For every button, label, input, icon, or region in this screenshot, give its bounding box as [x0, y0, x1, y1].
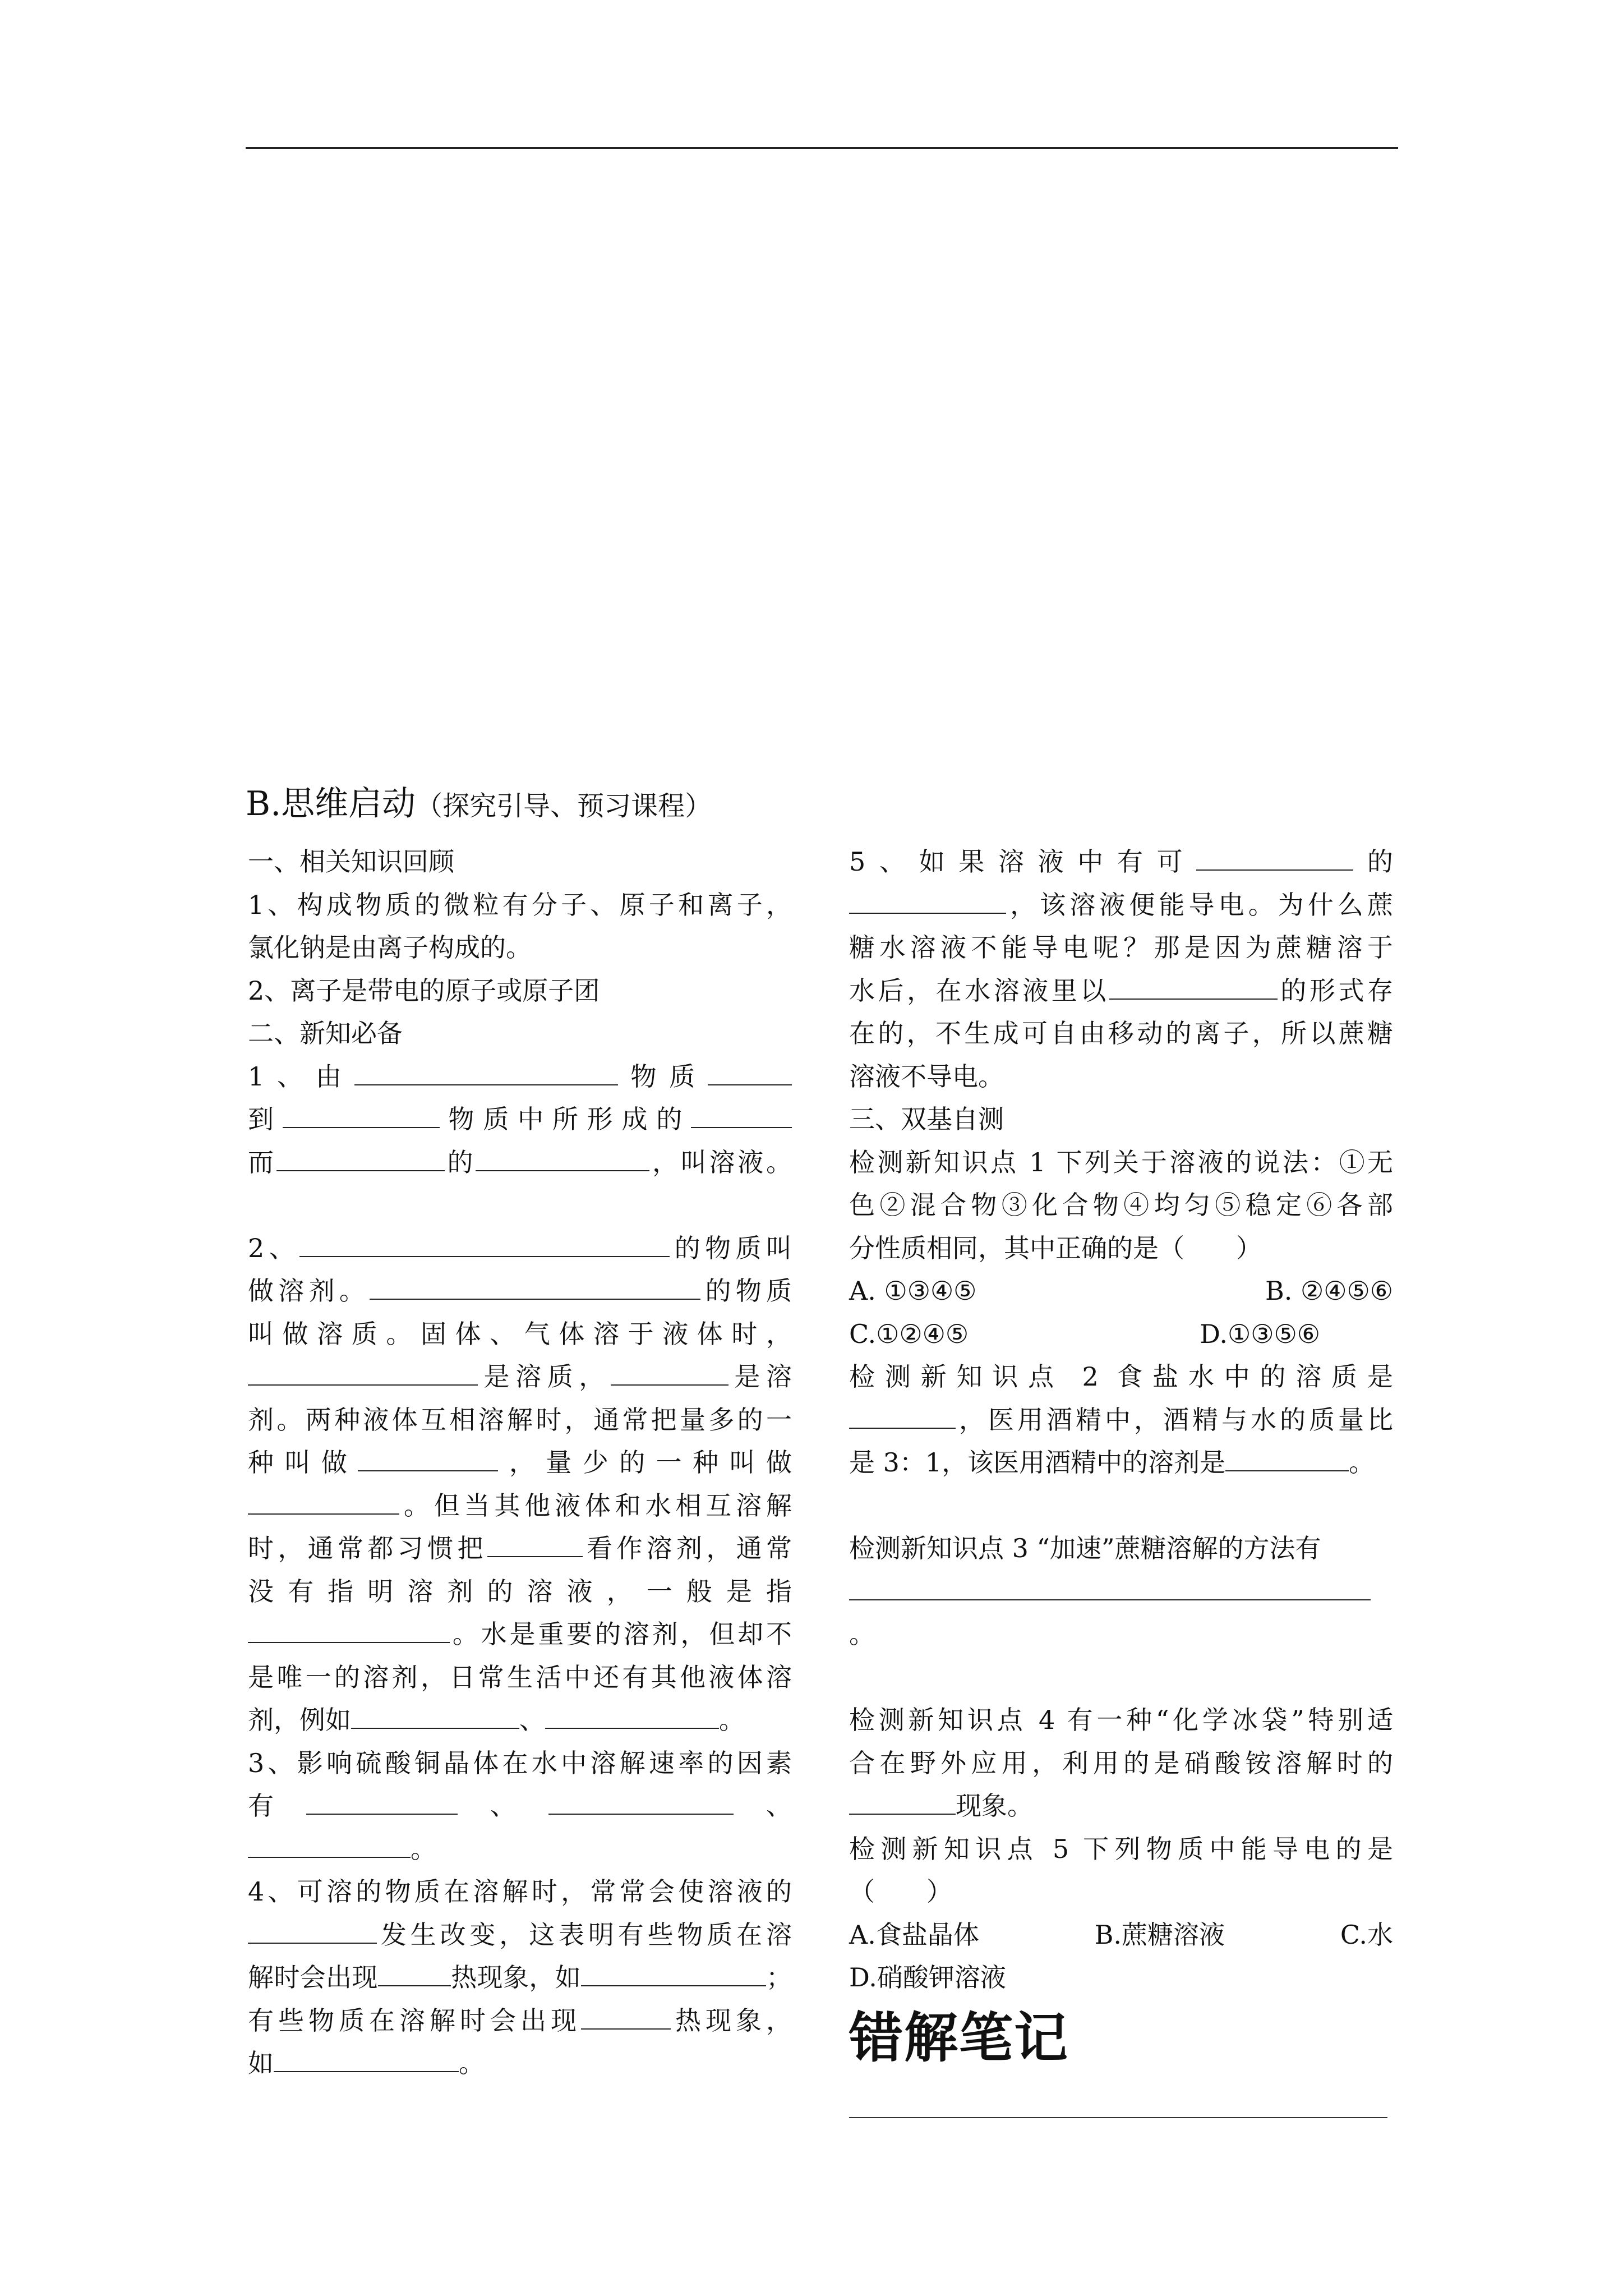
review-item-1-line-2: 氯化钠是由离子构成的。: [248, 932, 532, 963]
new-knowledge-heading: 二、新知必备: [248, 1018, 403, 1048]
left-column: [248, 840, 792, 2085]
section-title: [246, 777, 712, 825]
q5-line-1: 5、如果溶液中有可 的: [849, 846, 1393, 877]
header-rule: [246, 147, 1398, 149]
section-title-main: B.思维启动: [246, 784, 416, 823]
k3-line-2: 。: [849, 1570, 1393, 1656]
q2-line-2: 做溶剂。 的物质: [248, 1276, 792, 1306]
q2-line-9: 没有指明溶剂的溶液，一般是指: [248, 1576, 792, 1607]
q2-line-8: 时，通常都习惯把 看作溶剂，通常: [248, 1533, 792, 1563]
q3-line-1: 3、影响硫酸铜晶体在水中溶解速率的因素: [248, 1747, 792, 1778]
q4-line-2: 发生改变，这表明有些物质在溶: [248, 1913, 792, 1957]
k1-options-row-2: [849, 1313, 1393, 1356]
error-notes-line[interactable]: [849, 2117, 1387, 2118]
fill-blank[interactable]: [248, 1833, 411, 1857]
review-heading: 一、相关知识回顾: [248, 846, 454, 877]
fill-blank[interactable]: [545, 1705, 719, 1729]
fill-blank[interactable]: [1196, 846, 1353, 871]
q4-line-1: 4、可溶的物质在溶解时，常常会使溶液的: [248, 1876, 792, 1907]
k1-option-d[interactable]: D.①③⑤⑥: [1200, 1318, 1320, 1349]
spacer: [248, 1184, 792, 1227]
k5-option-a[interactable]: A.食盐晶体: [849, 1919, 979, 1950]
q2-line-12: 剂，例如 、 。: [248, 1705, 745, 1735]
k4-line-1: 检测新知识点 4 有一种“化学冰袋”特别适: [849, 1705, 1393, 1735]
fill-blank[interactable]: [581, 2005, 671, 2029]
k1-line-2: 色②混合物③化合物④均匀⑤稳定⑥各部: [849, 1190, 1393, 1220]
k1-option-b[interactable]: B. ②④⑤⑥: [1265, 1276, 1393, 1306]
q2-line-6: 种叫做 ，量少的一种叫做: [248, 1447, 792, 1478]
review-item-2: 2、离子是带电的原子或原子团: [248, 975, 600, 1006]
fill-blank[interactable]: [358, 1447, 498, 1471]
q4-line-3: 解时会出现 热现象，如 ；: [248, 1962, 792, 1993]
fill-blank[interactable]: [248, 1619, 450, 1643]
k5-option-c[interactable]: C.水: [1340, 1919, 1393, 1950]
fill-blank[interactable]: [378, 1962, 451, 1986]
fill-blank[interactable]: [476, 1147, 649, 1171]
q4-line-4: 有些物质在溶解时会出现 热现象，: [248, 2005, 792, 2036]
q1-line-2: 到 物质中所形成的: [248, 1098, 792, 1141]
q5-line-3: 糖水溶液不能导电呢？那是因为蔗糖溶于: [849, 932, 1393, 963]
k5-options-row-1: [849, 1913, 1393, 1957]
k1-option-c[interactable]: C.①②④⑤: [849, 1318, 969, 1349]
q5-line-4: 水后，在水溶液里以 的形式存: [849, 975, 1394, 1006]
fill-blank[interactable]: [283, 1104, 440, 1128]
k2-line-3: 是 3：1，该医用酒精中的溶剂是 。: [849, 1447, 1375, 1478]
q2-line-5: 剂。两种液体互相溶解时，通常把量多的一: [248, 1404, 792, 1435]
q3-line-2: 有 、 、: [248, 1791, 792, 1821]
q1-line-1: 1、由 物质: [248, 1055, 792, 1098]
q2-line-3: 叫做溶质。固体、气体溶于液体时，: [248, 1318, 792, 1349]
fill-blank[interactable]: [351, 1705, 519, 1729]
k5-line-2: （ ）: [849, 1876, 952, 1907]
q5-line-2: ，该溶液便能导电。为什么蔗: [849, 884, 1393, 927]
fill-blank[interactable]: [299, 1232, 670, 1257]
q2-line-10: 。水是重要的溶剂，但却不: [248, 1613, 792, 1656]
fill-blank[interactable]: [248, 1919, 377, 1943]
right-column: [849, 840, 1393, 2118]
spacer: [849, 1656, 1393, 1699]
q2-line-7: 。但当其他液体和水相互溶解: [248, 1484, 792, 1527]
k4-line-3: 现象。: [849, 1784, 1393, 1828]
fill-blank[interactable]: [849, 1791, 956, 1815]
fill-blank[interactable]: [487, 1533, 583, 1557]
section-subtitle: （探究引导、预习课程）: [416, 790, 712, 822]
fill-blank[interactable]: [849, 889, 1006, 913]
k5-option-d[interactable]: D.硝酸钾溶液: [849, 1962, 1006, 1993]
fill-blank[interactable]: [370, 1276, 700, 1300]
k1-line-3: 分性质相同，其中正确的是（ ）: [849, 1232, 1262, 1263]
review-item-1-line-1: 1、构成物质的微粒有分子、原子和离子，: [248, 889, 792, 920]
k5-option-b[interactable]: B.蔗糖溶液: [1094, 1919, 1225, 1950]
fill-blank[interactable]: [1225, 1447, 1349, 1471]
k1-option-a[interactable]: A. ①③④⑤: [849, 1276, 977, 1306]
fill-blank[interactable]: [1109, 975, 1278, 999]
fill-blank[interactable]: [248, 1490, 399, 1514]
fill-blank[interactable]: [276, 1147, 445, 1171]
k1-options-row-1: [849, 1269, 1393, 1313]
q5-line-6: 溶液不导电。: [849, 1061, 1004, 1092]
fill-blank[interactable]: [274, 2048, 459, 2072]
fill-blank[interactable]: [849, 1404, 956, 1428]
q2-line-4: 是溶质， 是溶: [248, 1355, 792, 1398]
k3-line-1: 检测新知识点 3 “加速”蔗糖溶解的方法有: [849, 1533, 1321, 1563]
fill-blank[interactable]: [306, 1791, 458, 1815]
k2-line-2: ，医用酒精中，酒精与水的质量比: [849, 1398, 1393, 1442]
q2-line-1: 2、 的物质叫: [248, 1232, 792, 1263]
fill-blank[interactable]: [849, 1576, 1371, 1600]
fill-blank[interactable]: [248, 1361, 478, 1386]
k2-line-1: 检测新知识点 2 食盐水中的溶质是: [849, 1361, 1393, 1392]
q3-line-3: 。: [248, 1828, 792, 1871]
k5-line-1: 检测新知识点 5 下列物质中能导电的是: [849, 1833, 1393, 1864]
q4-line-5: 如 。: [248, 2048, 485, 2078]
q1-line-3: 而 的 ，叫溶液。: [248, 1147, 792, 1177]
self-test-heading: 三、双基自测: [849, 1104, 1004, 1134]
k1-line-1: 检测新知识点 1 下列关于溶液的说法：①无: [849, 1147, 1393, 1177]
fill-blank[interactable]: [708, 1061, 792, 1085]
fill-blank[interactable]: [548, 1791, 734, 1815]
q2-line-11: 是唯一的溶剂，日常生活中还有其他液体溶: [248, 1662, 792, 1692]
fill-blank[interactable]: [611, 1361, 728, 1386]
fill-blank[interactable]: [581, 1962, 766, 1986]
error-notes-title: 错解笔记: [849, 2006, 1069, 2069]
spacer: [849, 1484, 1393, 1527]
q5-line-5: 在的，不生成可自由移动的离子，所以蔗糖: [849, 1018, 1393, 1048]
fill-blank[interactable]: [354, 1061, 618, 1085]
fill-blank[interactable]: [691, 1104, 792, 1128]
k4-line-2: 合在野外应用，利用的是硝酸铵溶解时的: [849, 1747, 1393, 1778]
